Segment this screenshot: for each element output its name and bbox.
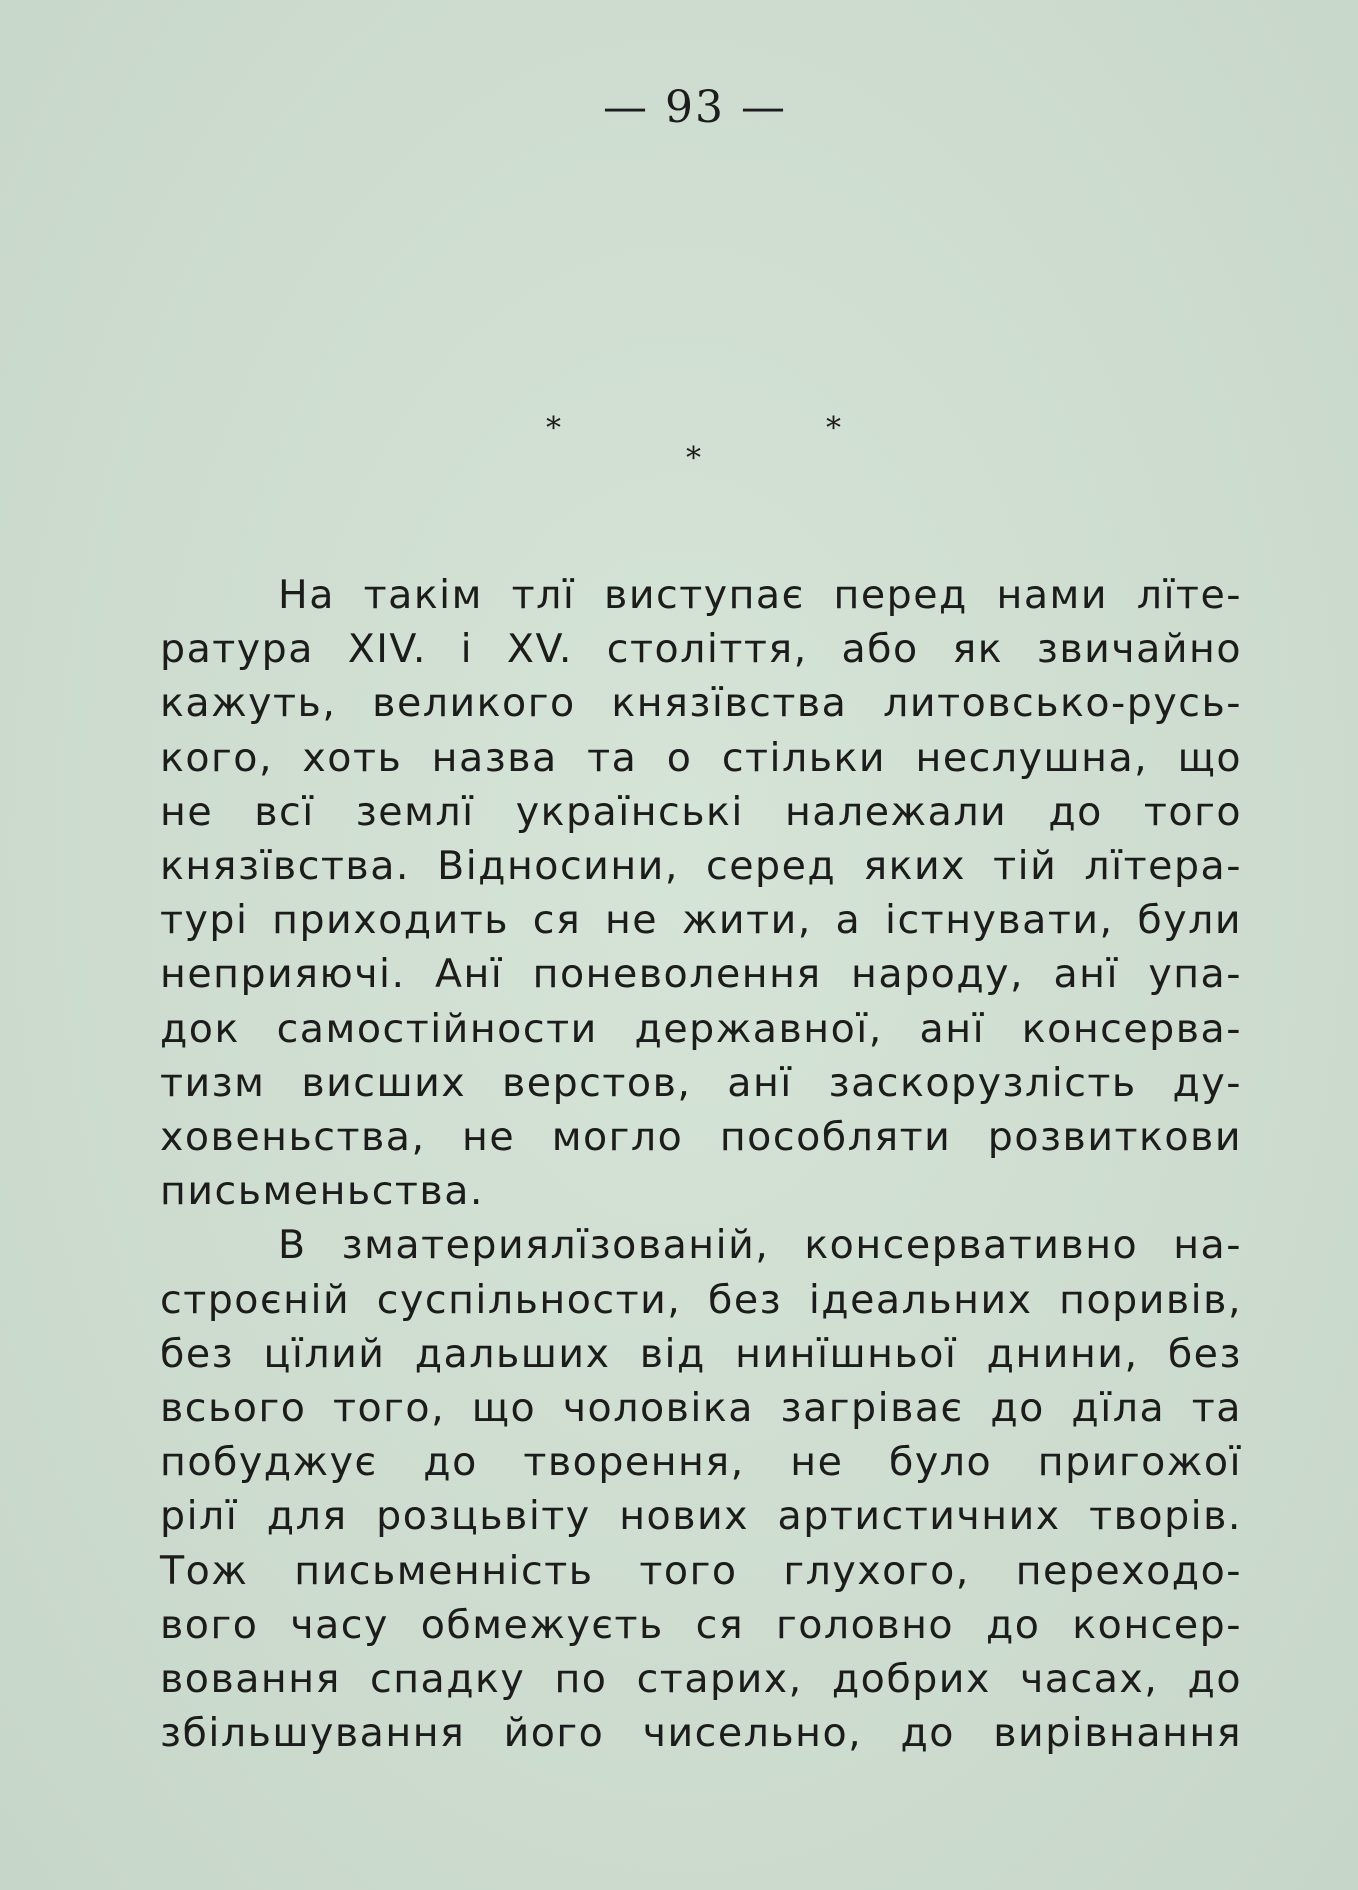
text-line: неприяючі. Анї поневолення народу, анї упа-	[160, 951, 1242, 998]
text-line: док самостійности державної, анї консерва-	[160, 1005, 1242, 1052]
text-line: В зматериялїзованій, консервативно на-	[278, 1222, 1242, 1269]
separator-star: *	[546, 411, 561, 446]
text-line: письменьства.	[160, 1168, 484, 1215]
text-line: турі приходить ся не жити, а істнувати, були	[160, 897, 1242, 944]
paragraph-1	[160, 568, 1242, 1218]
text-line: ховеньства, не могло пособляти розвиткови	[160, 1114, 1242, 1161]
text-line: На такім тлї виступає перед нами лїте-	[278, 572, 1242, 618]
text-line: не всї землї українські належали до того	[160, 788, 1242, 835]
section-separator	[0, 405, 1358, 475]
page-number: — 93 —	[603, 82, 787, 133]
text-line: тизм висших верстов, анї заскорузлість ду-	[160, 1059, 1242, 1106]
separator-star: *	[686, 441, 701, 476]
text-line: кого, хоть назва та о стільки неслушна, що	[160, 734, 1242, 781]
separator-star: *	[826, 411, 841, 446]
text-line: всього того, що чоловіка загріває до дїла та	[160, 1385, 1242, 1432]
text-line: ратура XIV. і XV. століття, або як звичайно	[160, 626, 1242, 673]
text-line: без цїлий дальших від нинїшньої днини, без	[160, 1330, 1242, 1377]
text-line: вого часу обмежуєть ся головно до консер-	[160, 1601, 1242, 1648]
text-line: Тож письменність того глухого, переходо-	[160, 1547, 1242, 1594]
text-line: побуджує до творення, не було пригожої	[160, 1439, 1242, 1486]
text-line: збільшування його чисельно, до вирівнання	[160, 1710, 1242, 1757]
body-text	[160, 568, 1242, 1760]
text-line: рілї для розцьвіту нових артистичних творів.	[160, 1493, 1242, 1540]
text-line: вовання спадку по старих, добрих часах, до	[160, 1656, 1242, 1703]
text-line: князївства. Відносини, серед яких тій лїтера-	[160, 843, 1242, 890]
paragraph-2	[160, 1218, 1242, 1760]
text-line: кажуть, великого князївства литовсько-русь-	[160, 680, 1242, 727]
text-line: строєній суспільности, без ідеальних поривів,	[160, 1276, 1242, 1323]
